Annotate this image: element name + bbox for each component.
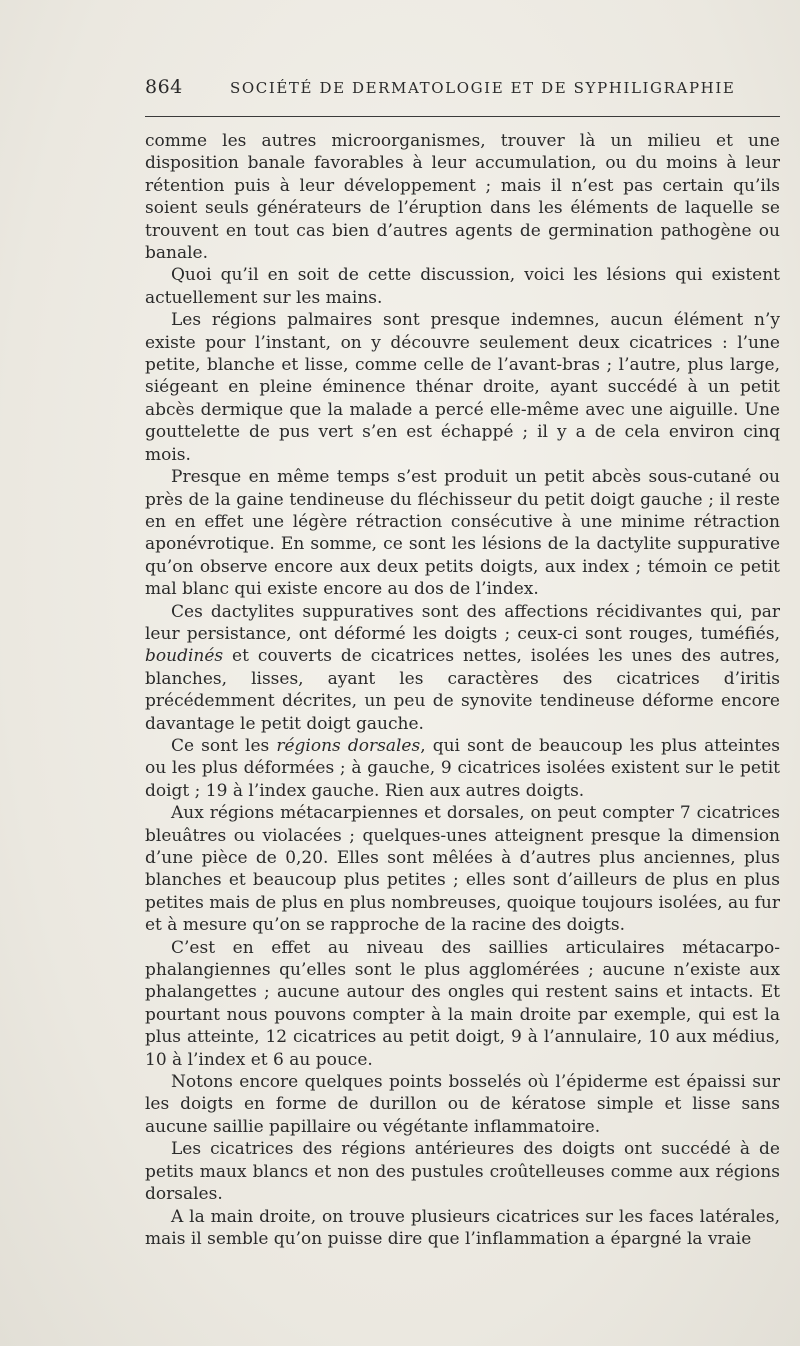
paragraph [145, 601, 780, 735]
paragraph-text: Ces dactylites suppuratives sont des affections récidivantes qui, par leur persistance, ont déformé les doigts ; ceux-ci sont rouges, tuméfiés, [145, 601, 780, 644]
paragraph-text: et couverts de cicatrices nettes, isolées les unes des autres, blanches, lisses, ayant les caractères des cicatrices d’iritis précédemment décrites, un peu de synovite tendineuse déforme encore davantage le petit doigt gauche. [145, 646, 780, 734]
emphasis: régions dorsales [276, 735, 421, 756]
paragraph-text: Ce sont les [171, 735, 277, 756]
paragraph: Les cicatrices des régions antérieures des doigts ont succédé à de petits maux blancs et non des pustules croûtelleuses comme aux régions dorsales. [145, 1139, 780, 1205]
paragraph [145, 735, 780, 802]
paragraph: Presque en même temps s’est produit un petit abcès sous-cutané ou près de la gaine tendineuse du fléchisseur du petit doigt gauche ; il reste en en effet une légère rétraction consécutive à une minime rétraction aponévrotique. En somme, ce sont les lésions de la dactylite suppurative qu’on observe encore aux deux petits doigts, aux index ; témoin ce petit mal blanc qui existe encore au dos de l’index. [145, 467, 780, 600]
paragraph-text: , qui sont de beaucoup les plus atteintes ou les plus déformées ; à gauche, 9 cicatrices isolées existent sur le petit doigt ; 19 à l’index gauche. Rien aux autres doigts. [145, 735, 780, 801]
paragraph: Aux régions métacarpiennes et dorsales, on peut compter 7 cicatrices bleuâtres ou violacées ; quelques-unes atteignent presque la dimension d’une pièce de 0,20. Elles sont mêlées à d’autres plus anciennes, plus blanches et beaucoup plus petites ; elles sont d’ailleurs de plus en plus petites mais de plus en plus nombreuses, quoique toujours isolées, au fur et à mesure qu’on se rapproche de la racine des doigts. [145, 803, 780, 936]
paragraph: Les régions palmaires sont presque indemnes, aucun élément n’y existe pour l’instant, on y découvre seulement deux cicatrices : l’une petite, blanche et lisse, comme celle de l’avant-bras ; l’autre, plus large, siégeant en pleine éminence thénar droite, ayant succédé à un petit abcès dermique que la malade a percé elle-même avec une aiguille. Une gouttelette de pus vert s’en est échappé ; il y a de cela environ cinq mois. [145, 310, 780, 465]
paragraph: Notons encore quelques points bosselés où l’épiderme est épaissi sur les doigts en forme de durillon ou de kératose simple et lisse sans aucune saillie papillaire ou végétante inflammatoire. [145, 1072, 780, 1137]
running-title: SOCIÉTÉ DE DERMATOLOGIE ET DE SYPHILIGRAPHIE [230, 79, 736, 97]
paragraph: Quoi qu’il en soit de cette discussion, voici les lésions qui existent actuellement sur les mains. [145, 265, 780, 308]
page-header [145, 76, 780, 102]
body-text [145, 130, 780, 1250]
paragraph: C’est en effet au niveau des saillies articulaires métacarpo-phalangiennes qu’elles sont le plus agglomérées ; aucune n’existe aux phalangettes ; aucune autour des ongles qui restent sains et intacts. Et pourtant nous pouvons compter à la main droite par exemple, qui est la plus atteinte, 12 cicatrices au petit doigt, 9 à l’annulaire, 10 aux médius, 10 à l’index et 6 au pouce. [145, 937, 780, 1070]
paragraph: comme les autres microorganismes, trouver là un milieu et une disposition banale favorables à leur accumulation, ou du moins à leur rétention puis à leur développement ; mais il n’est pas certain qu’ils soient seuls générateurs de l’éruption dans les éléments de laquelle se trouvent en tout cas bien d’autres agents de germination pathogène ou banale. [145, 131, 780, 264]
header-rule [145, 116, 780, 117]
emphasis: boudinés [145, 646, 224, 667]
page-number: 864 [145, 76, 183, 98]
paragraph: A la main droite, on trouve plusieurs cicatrices sur les faces latérales, mais il semble qu’on puisse dire que l’inflammation a épargné la vraie [145, 1206, 780, 1249]
